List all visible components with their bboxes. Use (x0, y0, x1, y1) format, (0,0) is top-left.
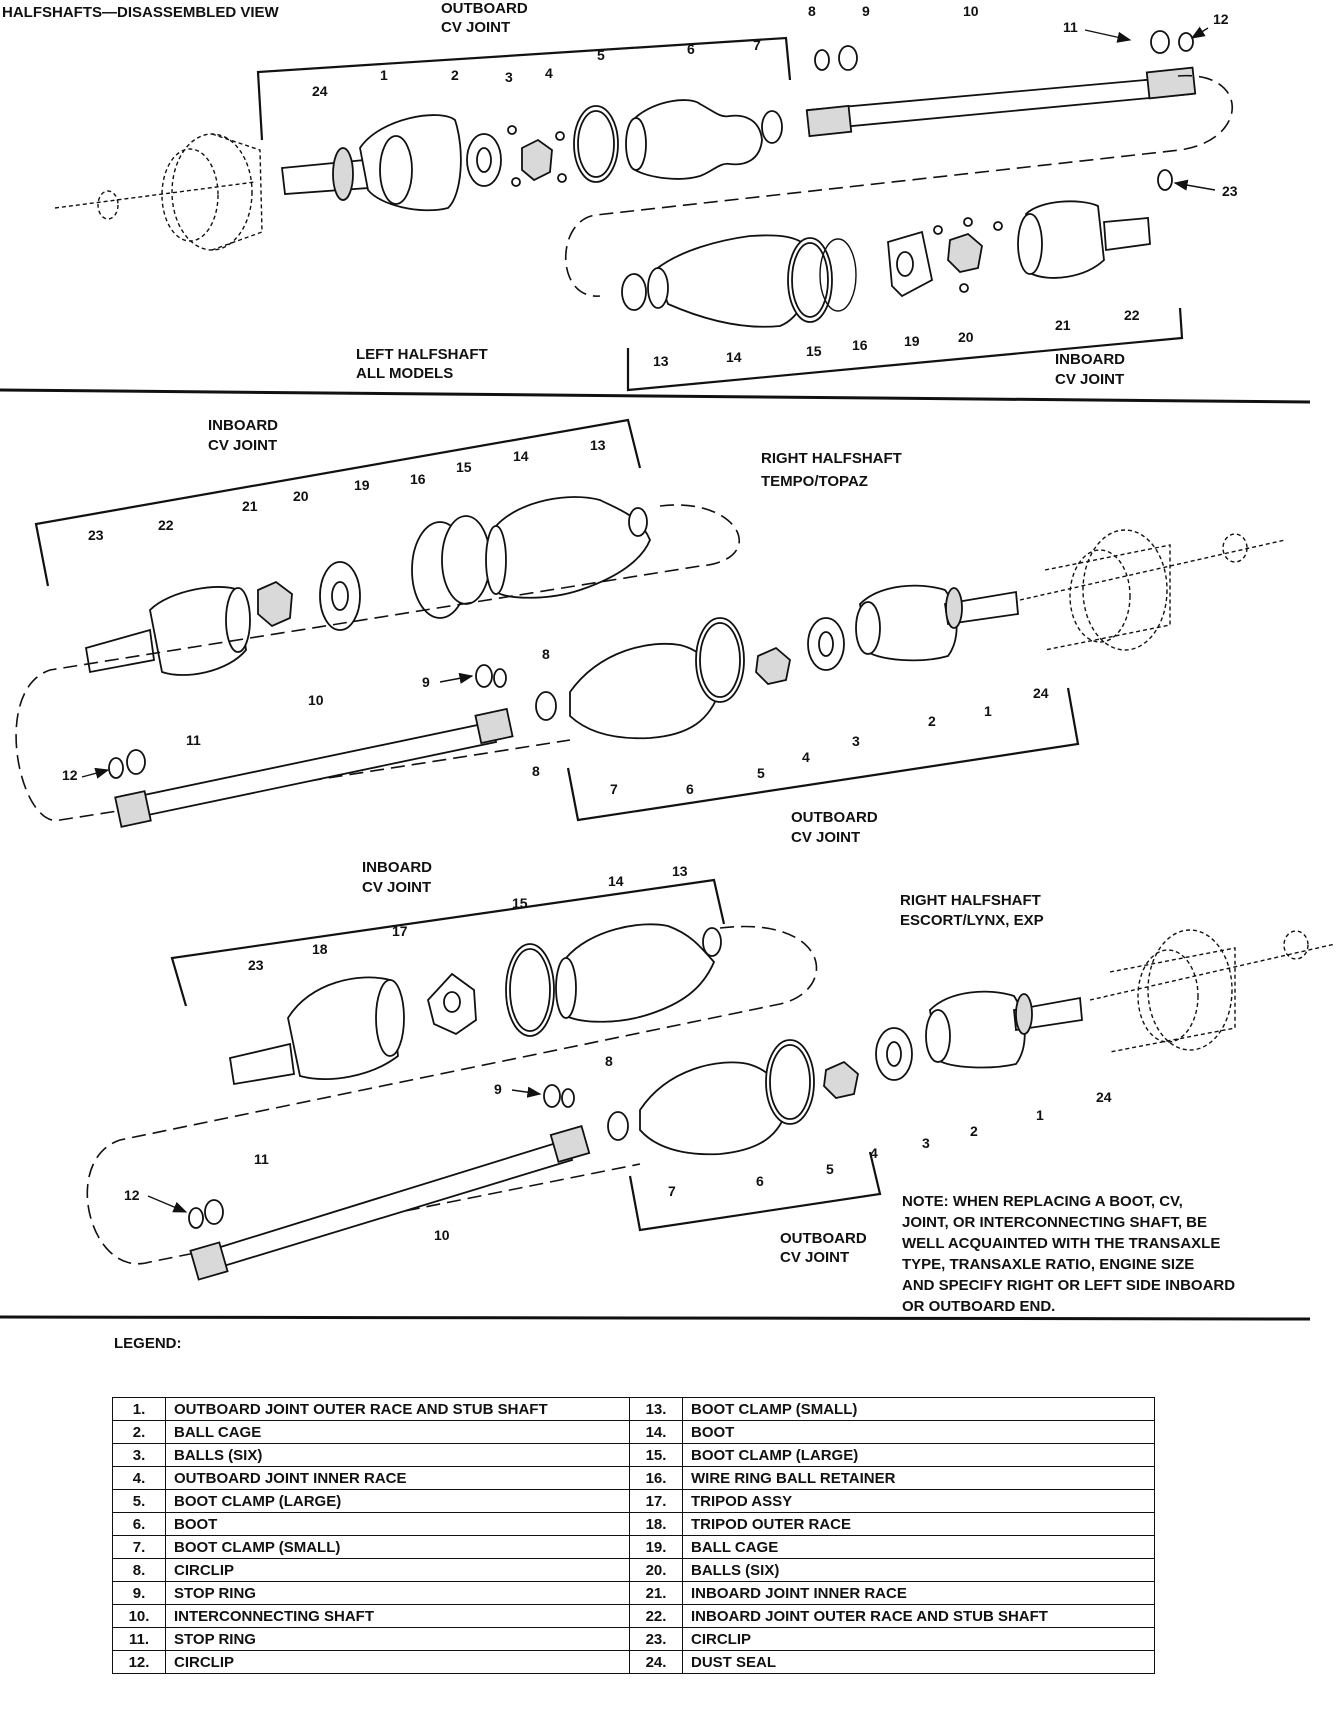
svg-text:LEFT HALFSHAFT: LEFT HALFSHAFT (356, 346, 488, 363)
legend-number: 4. (113, 1467, 166, 1490)
legend-number: 18. (630, 1513, 683, 1536)
svg-text:7: 7 (753, 37, 761, 53)
svg-text:3: 3 (505, 69, 513, 85)
legend-row (113, 1467, 1155, 1490)
svg-text:24: 24 (1096, 1089, 1112, 1105)
legend-number: 24. (630, 1651, 683, 1674)
svg-text:19: 19 (354, 477, 370, 493)
svg-text:8: 8 (605, 1053, 613, 1069)
svg-text:21: 21 (242, 498, 258, 514)
svg-text:NOTE: WHEN REPLACING A BOOT, C: NOTE: WHEN REPLACING A BOOT, CV, (902, 1193, 1183, 1210)
svg-text:7: 7 (610, 781, 618, 797)
svg-text:1: 1 (380, 67, 388, 83)
svg-text:WELL ACQUAINTED WITH THE TRANS: WELL ACQUAINTED WITH THE TRANSAXLE (902, 1235, 1221, 1252)
legend-number: 8. (113, 1559, 166, 1582)
svg-text:11: 11 (186, 732, 201, 748)
svg-text:10: 10 (308, 692, 324, 708)
legend-row (113, 1536, 1155, 1559)
svg-text:22: 22 (1124, 307, 1140, 323)
svg-text:23: 23 (248, 957, 264, 973)
svg-text:14: 14 (726, 349, 742, 365)
svg-text:4: 4 (545, 65, 553, 81)
svg-text:17: 17 (392, 923, 408, 939)
svg-text:8: 8 (808, 3, 816, 19)
svg-text:TYPE, TRANSAXLE RATIO, ENGINE: TYPE, TRANSAXLE RATIO, ENGINE SIZE (902, 1256, 1195, 1273)
legend-number: 5. (113, 1490, 166, 1513)
svg-text:1: 1 (984, 703, 992, 719)
svg-text:OUTBOARD: OUTBOARD (791, 809, 878, 826)
legend-row (113, 1490, 1155, 1513)
svg-text:5: 5 (826, 1161, 834, 1177)
legend-description: OUTBOARD JOINT OUTER RACE AND STUB SHAFT (166, 1398, 630, 1421)
section-divider (0, 1317, 1310, 1319)
svg-text:14: 14 (608, 873, 624, 889)
legend-row (113, 1398, 1155, 1421)
svg-text:3: 3 (852, 733, 860, 749)
legend-row (113, 1605, 1155, 1628)
svg-text:9: 9 (862, 3, 870, 19)
svg-text:ESCORT/LYNX, EXP: ESCORT/LYNX, EXP (900, 912, 1044, 929)
svg-text:15: 15 (512, 895, 528, 911)
legend-table (112, 1397, 1155, 1674)
legend-number: 14. (630, 1421, 683, 1444)
svg-text:24: 24 (1033, 685, 1049, 701)
legend-number: 23. (630, 1628, 683, 1651)
left-halfshaft-section (55, 0, 1238, 390)
svg-text:8: 8 (532, 763, 540, 779)
svg-text:1: 1 (1036, 1107, 1044, 1123)
legend-description: TRIPOD OUTER RACE (683, 1513, 1155, 1536)
legend-row (113, 1651, 1155, 1674)
legend-number: 16. (630, 1467, 683, 1490)
svg-text:7: 7 (668, 1183, 676, 1199)
svg-text:5: 5 (757, 765, 765, 781)
legend-number: 9. (113, 1582, 166, 1605)
legend-description: STOP RING (166, 1628, 630, 1651)
wheel-hub (55, 134, 262, 250)
replacement-note (902, 1193, 1235, 1315)
svg-text:4: 4 (870, 1145, 878, 1161)
legend-description: CIRCLIP (166, 1559, 630, 1582)
svg-text:TEMPO/TOPAZ: TEMPO/TOPAZ (761, 473, 868, 490)
svg-text:OUTBOARD: OUTBOARD (780, 1230, 867, 1247)
svg-text:RIGHT HALFSHAFT: RIGHT HALFSHAFT (761, 450, 902, 467)
svg-text:16: 16 (852, 337, 868, 353)
svg-text:12: 12 (62, 767, 78, 783)
legend-number: 22. (630, 1605, 683, 1628)
svg-text:12: 12 (1213, 11, 1229, 27)
legend-description: BOOT (166, 1513, 630, 1536)
legend-row (113, 1421, 1155, 1444)
legend-description: BOOT (683, 1421, 1155, 1444)
svg-text:6: 6 (687, 41, 695, 57)
svg-text:AND SPECIFY RIGHT OR LEFT SIDE: AND SPECIFY RIGHT OR LEFT SIDE INBOARD (902, 1277, 1236, 1294)
svg-text:5: 5 (597, 47, 605, 63)
wheel-hub (1090, 930, 1335, 1052)
svg-text:CV JOINT: CV JOINT (441, 19, 511, 36)
legend-description: CIRCLIP (166, 1651, 630, 1674)
legend-description: WIRE RING BALL RETAINER (683, 1467, 1155, 1490)
legend-description: BALLS (SIX) (166, 1444, 630, 1467)
svg-text:15: 15 (806, 343, 822, 359)
svg-text:CV JOINT: CV JOINT (791, 829, 861, 846)
svg-text:CV JOINT: CV JOINT (208, 437, 278, 454)
legend-description: BALL CAGE (683, 1536, 1155, 1559)
legend-description: STOP RING (166, 1582, 630, 1605)
svg-text:2: 2 (970, 1123, 978, 1139)
svg-text:14: 14 (513, 448, 529, 464)
legend-description: BOOT CLAMP (SMALL) (683, 1398, 1155, 1421)
legend-row (113, 1513, 1155, 1536)
legend-number: 12. (113, 1651, 166, 1674)
legend-number: 10. (113, 1605, 166, 1628)
svg-text:20: 20 (958, 329, 974, 345)
legend-description: BALLS (SIX) (683, 1559, 1155, 1582)
svg-text:6: 6 (756, 1173, 764, 1189)
legend-number: 13. (630, 1398, 683, 1421)
svg-text:9: 9 (422, 674, 430, 690)
legend-number: 19. (630, 1536, 683, 1559)
legend-number: 15. (630, 1444, 683, 1467)
svg-text:OUTBOARD: OUTBOARD (441, 0, 528, 17)
legend-number: 3. (113, 1444, 166, 1467)
svg-text:CV JOINT: CV JOINT (1055, 371, 1125, 388)
svg-text:10: 10 (963, 3, 979, 19)
legend-description: BOOT CLAMP (LARGE) (683, 1444, 1155, 1467)
svg-text:8: 8 (542, 646, 550, 662)
svg-text:20: 20 (293, 488, 309, 504)
svg-text:2: 2 (451, 67, 459, 83)
legend-number: 7. (113, 1536, 166, 1559)
svg-text:15: 15 (456, 459, 472, 475)
legend-description: DUST SEAL (683, 1651, 1155, 1674)
svg-text:INBOARD: INBOARD (208, 417, 278, 434)
svg-text:CV JOINT: CV JOINT (362, 879, 432, 896)
wheel-hub (1020, 530, 1285, 650)
legend-row (113, 1444, 1155, 1467)
legend-description: INBOARD JOINT INNER RACE (683, 1582, 1155, 1605)
legend-number: 11. (113, 1628, 166, 1651)
svg-text:CV JOINT: CV JOINT (780, 1249, 850, 1266)
legend-description: INTERCONNECTING SHAFT (166, 1605, 630, 1628)
svg-text:ALL MODELS: ALL MODELS (356, 365, 454, 382)
svg-text:13: 13 (653, 353, 669, 369)
legend-description: CIRCLIP (683, 1628, 1155, 1651)
legend-description: BOOT CLAMP (LARGE) (166, 1490, 630, 1513)
svg-text:18: 18 (312, 941, 328, 957)
legend-description: OUTBOARD JOINT INNER RACE (166, 1467, 630, 1490)
legend-description: BALL CAGE (166, 1421, 630, 1444)
svg-text:23: 23 (1222, 183, 1238, 199)
legend-description: INBOARD JOINT OUTER RACE AND STUB SHAFT (683, 1605, 1155, 1628)
svg-text:RIGHT HALFSHAFT: RIGHT HALFSHAFT (900, 892, 1041, 909)
legend-description: TRIPOD ASSY (683, 1490, 1155, 1513)
svg-text:19: 19 (904, 333, 920, 349)
section-divider (0, 390, 1310, 402)
svg-text:6: 6 (686, 781, 694, 797)
legend-number: 21. (630, 1582, 683, 1605)
svg-text:9: 9 (494, 1081, 502, 1097)
page-title: HALFSHAFTS—DISASSEMBLED VIEW (2, 4, 279, 21)
svg-text:13: 13 (590, 437, 606, 453)
legend-number: 6. (113, 1513, 166, 1536)
svg-text:3: 3 (922, 1135, 930, 1151)
svg-text:INBOARD: INBOARD (1055, 351, 1125, 368)
svg-text:4: 4 (802, 749, 810, 765)
svg-text:24: 24 (312, 83, 328, 99)
legend-number: 2. (113, 1421, 166, 1444)
legend-number: 20. (630, 1559, 683, 1582)
legend-description: BOOT CLAMP (SMALL) (166, 1536, 630, 1559)
legend-title: LEGEND: (114, 1335, 182, 1352)
legend-number: 1. (113, 1398, 166, 1421)
svg-text:23: 23 (88, 527, 104, 543)
svg-text:OR OUTBOARD END.: OR OUTBOARD END. (902, 1298, 1056, 1315)
svg-text:11: 11 (1063, 19, 1078, 35)
svg-text:13: 13 (672, 863, 688, 879)
svg-text:11: 11 (254, 1151, 269, 1167)
svg-text:10: 10 (434, 1227, 450, 1243)
legend-row (113, 1628, 1155, 1651)
svg-text:21: 21 (1055, 317, 1071, 333)
svg-text:2: 2 (928, 713, 936, 729)
legend-row (113, 1582, 1155, 1605)
svg-text:22: 22 (158, 517, 174, 533)
svg-text:JOINT, OR INTERCONNECTING SHAF: JOINT, OR INTERCONNECTING SHAFT, BE (902, 1214, 1208, 1231)
svg-text:12: 12 (124, 1187, 140, 1203)
svg-text:16: 16 (410, 471, 426, 487)
legend-number: 17. (630, 1490, 683, 1513)
svg-text:INBOARD: INBOARD (362, 859, 432, 876)
tempo-halfshaft-section (16, 417, 1285, 846)
legend-row (113, 1559, 1155, 1582)
